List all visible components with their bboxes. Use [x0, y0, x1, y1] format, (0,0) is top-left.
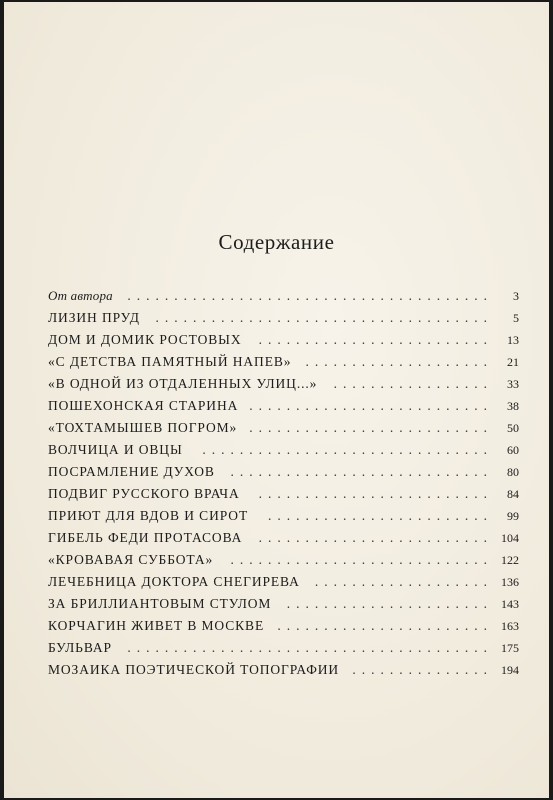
toc-entry-page: 163: [501, 619, 519, 633]
toc-leader-dots: ............................: [230, 552, 493, 567]
table-of-contents: [48, 285, 533, 681]
toc-entry: [48, 659, 533, 681]
toc-entry: [48, 461, 533, 483]
toc-entry-page: 99: [507, 509, 519, 523]
book-page: [4, 2, 549, 798]
toc-entry: [48, 395, 533, 417]
toc-entry-title: ПОШЕХОНСКАЯ СТАРИНА: [48, 398, 239, 413]
toc-leader-dots: ....................: [305, 354, 493, 369]
toc-entry-page: 84: [507, 487, 519, 501]
toc-leader-dots: ............................: [230, 464, 493, 479]
toc-entry-title: ЛЕЧЕБНИЦА ДОКТОРА СНЕГИРЕВА: [48, 574, 300, 589]
toc-entry: [48, 527, 533, 549]
toc-leader-dots: ..........................: [249, 398, 493, 413]
toc-entry-page: 136: [501, 575, 519, 589]
toc-entry-title: ЛИЗИН ПРУД: [48, 310, 140, 325]
toc-leader-dots: .................: [333, 376, 493, 391]
toc-entry-page: 194: [501, 663, 519, 677]
toc-entry-page: 38: [507, 399, 519, 413]
page-title: Содержание: [218, 230, 335, 254]
toc-entry-title: ПОДВИГ РУССКОГО ВРАЧА: [48, 486, 240, 501]
toc-entry: [48, 373, 533, 395]
toc-entry: [48, 505, 533, 527]
toc-leader-dots: ......................: [286, 596, 493, 611]
toc-entry-title: ДОМ И ДОМИК РОСТОВЫХ: [48, 332, 242, 347]
toc-entry-page: 5: [513, 311, 519, 325]
toc-entry-title: БУЛЬВАР: [48, 640, 112, 655]
toc-entry-page: 175: [501, 641, 519, 655]
toc-entry: [48, 593, 533, 615]
toc-entry: [48, 549, 533, 571]
toc-entry-page: 122: [501, 553, 519, 567]
toc-entry-title: ПОСРАМЛЕНИЕ ДУХОВ: [48, 464, 215, 479]
toc-entry: [48, 417, 533, 439]
toc-leader-dots: ..........................: [249, 420, 493, 435]
toc-entry-title: ЗА БРИЛЛИАНТОВЫМ СТУЛОМ: [48, 596, 272, 611]
toc-entry-title: «С ДЕТСТВА ПАМЯТНЫЙ НАПЕВ»: [48, 354, 292, 369]
toc-leader-dots: ....................................: [155, 310, 493, 325]
toc-leader-dots: .......................................: [127, 288, 493, 303]
toc-entry-page: 3: [513, 289, 519, 303]
toc-entry-page: 80: [507, 465, 519, 479]
toc-entry: [48, 307, 533, 329]
toc-entry-page: 33: [507, 377, 519, 391]
toc-entry: [48, 637, 533, 659]
toc-entry-page: 50: [507, 421, 519, 435]
toc-entry-page: 60: [507, 443, 519, 457]
toc-leader-dots: .........................: [258, 530, 493, 545]
toc-entry-title: ВОЛЧИЦА И ОВЦЫ: [48, 442, 183, 457]
toc-entry: [48, 351, 533, 373]
toc-entry: [48, 571, 533, 593]
toc-entry-title: «В ОДНОЙ ИЗ ОТДАЛЕННЫХ УЛИЦ...»: [48, 376, 318, 391]
toc-leader-dots: ...............................: [202, 442, 493, 457]
toc-entry-title: «КРОВАВАЯ СУББОТА»: [48, 552, 214, 567]
toc-entry: [48, 285, 533, 307]
toc-leader-dots: .......................................: [127, 640, 493, 655]
toc-leader-dots: .........................: [258, 486, 493, 501]
toc-entry-title: КОРЧАГИН ЖИВЕТ В МОСКВЕ: [48, 618, 265, 633]
toc-entry-title: ПРИЮТ ДЛЯ ВДОВ И СИРОТ: [48, 508, 249, 523]
toc-leader-dots: ...............: [352, 662, 493, 677]
toc-entry: [48, 439, 533, 461]
toc-entry: [48, 329, 533, 351]
toc-entry-page: 104: [501, 531, 519, 545]
toc-entry: [48, 483, 533, 505]
toc-entry-page: 13: [507, 333, 519, 347]
toc-entry-page: 21: [507, 355, 519, 369]
toc-entry-title: «ТОХТАМЫШЕВ ПОГРОМ»: [48, 420, 238, 435]
toc-leader-dots: .......................: [277, 618, 493, 633]
toc-leader-dots: ...................: [314, 574, 493, 589]
toc-entry-title: ГИБЕЛЬ ФЕДИ ПРОТАСОВА: [48, 530, 243, 545]
toc-leader-dots: ........................: [268, 508, 493, 523]
toc-entry-page: 143: [501, 597, 519, 611]
toc-entry: [48, 615, 533, 637]
toc-leader-dots: .........................: [258, 332, 493, 347]
toc-entry-title: От автора: [48, 288, 113, 303]
toc-entry-title: МОЗАИКА ПОЭТИЧЕСКОЙ ТОПОГРАФИИ: [48, 662, 340, 677]
